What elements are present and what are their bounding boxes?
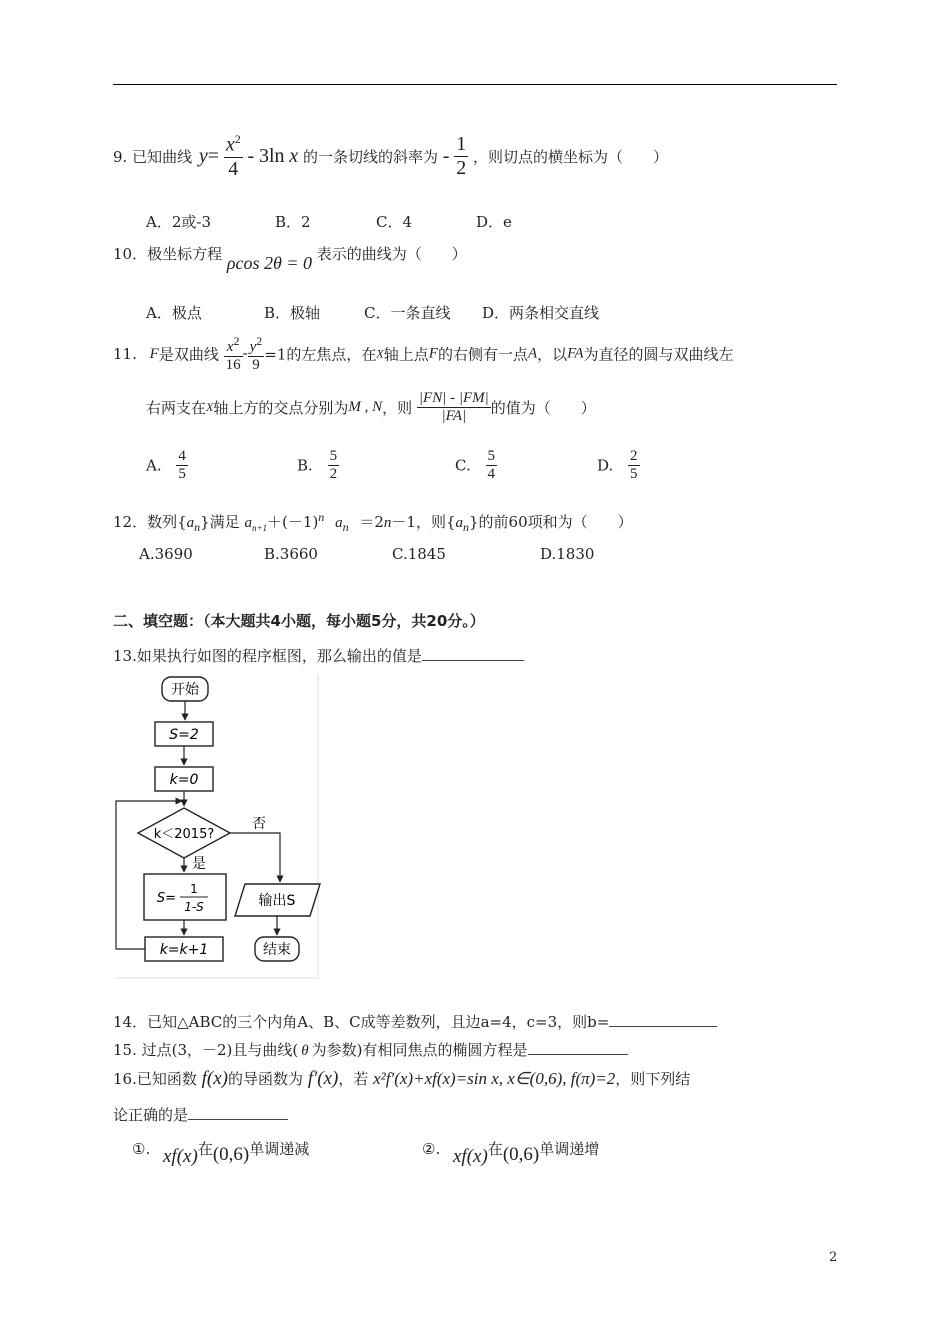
q12-option-b: B.3660: [264, 545, 318, 563]
flow-s-update-num: 1: [190, 882, 198, 896]
q11-X2: X: [206, 400, 214, 414]
q11-F2: F: [428, 345, 438, 362]
q14-text: 14．已知△ABC的三个内角A、B、C成等差数列，且边a=4，c=3，则b=: [113, 1013, 610, 1031]
q16-fprime: f′(x): [307, 1068, 339, 1089]
question-13: [113, 645, 524, 666]
q11-option-a: A. $\frac{4}{5}$: [146, 448, 186, 482]
q11-option-c: C. $\frac{5}{4}$: [455, 448, 495, 482]
q11-l2-t2: 轴上方的交点分别为: [213, 399, 349, 417]
q9-fraction: $\frac{x^2}{4}$: [225, 132, 241, 180]
q10-math: ρcos 2θ = 0: [226, 253, 312, 273]
q11-l2-t1: 右两支在: [146, 399, 207, 417]
question-16: 16.已知函数 f(x)的导函数为 f′(x)，若 x²f′(x)+xf(x)=sin x, x∈(0,6), f(π)=2，则下列结: [113, 1068, 691, 1089]
q11-l2-t3: ，则: [382, 399, 413, 417]
q10-option-a: A．极点: [146, 304, 202, 322]
q11-FA: FA: [567, 345, 584, 362]
q16-f: f(x): [201, 1068, 229, 1089]
question-9: [113, 132, 668, 188]
header-rule: [113, 84, 837, 85]
q11-option-d: D. $\frac{2}{5}$: [597, 448, 638, 482]
q16-answer-blank[interactable]: [188, 1105, 288, 1120]
flow-output-label: 输出S: [258, 893, 296, 909]
q9-option-c: C．4: [376, 213, 413, 231]
q9-suffix: ，则切点的横坐标为（ ）: [473, 147, 669, 166]
q11-F: F: [149, 345, 159, 362]
q11-minus: -: [242, 345, 248, 362]
question-11-line2: [146, 390, 596, 434]
q11-X1: X: [376, 346, 384, 361]
q16-option-2: ②. xf(x)在(0,6)单调递增: [422, 1140, 600, 1167]
q12-option-d: D.1830: [540, 545, 595, 563]
q10-option-c: C．一条直线: [364, 304, 451, 322]
q9-mid: 的一条切线的斜率为: [302, 147, 438, 166]
q16-option-1: ①. xf(x)在(0,6)单调递减: [132, 1140, 310, 1167]
q10-option-b: B．极轴: [264, 304, 321, 322]
q15-t1: 15. 过点(3，－2)且与曲线(: [113, 1041, 299, 1059]
section-heading: 二、填空题：（本大题共4小题，每小题5分，共20分。）: [113, 612, 485, 630]
question-12: 12．数列$\{a_n\}$满足 $a_{n+1}+(-1)^n$ $a_n =2n-1$，则$\{a_n\}$的前60项和为（ ）: [113, 510, 633, 534]
q13-text: 13.如果执行如图的程序框图，那么输出的值是: [113, 647, 422, 665]
question-16-line2: 论正确的是: [113, 1104, 288, 1125]
q11-frac-x: $\frac{x^2}{16}$: [225, 334, 241, 373]
q15-t2: 为参数)有相同焦点的椭圆方程是: [311, 1041, 528, 1059]
q11-t3: 轴上点: [383, 345, 429, 364]
page-number: 2: [829, 1250, 838, 1265]
question-15: [113, 1039, 628, 1060]
q16-condition: x²f′(x)+xf(x)=sin x, x∈(0,6), f(π)=2: [373, 1069, 616, 1088]
q9-option-a: A．2或-3: [146, 213, 211, 231]
q9-term: 3ln: [258, 144, 285, 167]
q9-term-var: x: [289, 144, 299, 167]
q10-prefix: 10．极坐标方程: [113, 245, 223, 263]
q11-t5: ，以: [537, 345, 568, 364]
q14-answer-blank[interactable]: [609, 1012, 717, 1027]
q11-option-b: B. $\frac{5}{2}$: [297, 448, 338, 482]
q9-minus: -: [247, 144, 255, 167]
q9-y: y: [198, 144, 208, 167]
q11-A: A: [527, 345, 538, 362]
flow-end-label: 结束: [263, 942, 291, 958]
q11-num: 11.: [113, 345, 137, 363]
question-14: [113, 1011, 717, 1032]
q9-option-d: D．e: [476, 213, 512, 231]
question-11: [113, 334, 734, 378]
q15-theta: θ: [301, 1043, 309, 1059]
q11-t1: 是双曲线: [158, 345, 219, 364]
q12-option-a: A.3690: [139, 545, 193, 563]
flow-s-update-lhs: S=: [156, 891, 176, 906]
q11-l2-t4: 的值为（ ）: [490, 399, 596, 417]
flow-condition-label: k＜2015?: [153, 827, 215, 842]
flow-s-init-label: S=2: [169, 727, 199, 743]
q11-MN: M , N: [348, 399, 383, 415]
q10-suffix: 表示的曲线为（ ）: [316, 245, 467, 263]
q11-frac-y: $\frac{y^2}{9}$: [249, 334, 263, 373]
q10-option-d: D．两条相交直线: [482, 304, 600, 322]
q13-answer-blank[interactable]: [422, 646, 524, 661]
flow-s-update-den: 1-S: [184, 900, 204, 914]
q11-t6: 为直径的圆与双曲线左: [583, 345, 734, 364]
q11-t2: =1的左焦点，在: [264, 345, 377, 364]
flowchart: [110, 672, 325, 982]
q12-option-c: C.1845: [392, 545, 446, 563]
q11-t4: 的右侧有一点: [437, 345, 528, 364]
q11-ratio: $\frac{|FN| - |FM|}{|FA|}$: [418, 390, 489, 424]
flow-k-update-label: k=k+1: [159, 942, 209, 958]
flow-k-init-label: k=0: [169, 772, 199, 788]
flow-yes-label: 是: [192, 856, 206, 872]
q15-answer-blank[interactable]: [528, 1040, 628, 1055]
q9-slope: $\frac{1}{2}$: [456, 132, 467, 179]
flow-no-label: 否: [252, 816, 266, 832]
q9-slope-minus: -: [442, 144, 450, 167]
question-10: [113, 243, 467, 273]
q9-option-b: B．2: [275, 213, 311, 231]
flow-start-label: 开始: [171, 682, 199, 698]
q9-eq: =: [207, 144, 220, 167]
q9-prefix: 9. 已知曲线: [113, 147, 193, 166]
